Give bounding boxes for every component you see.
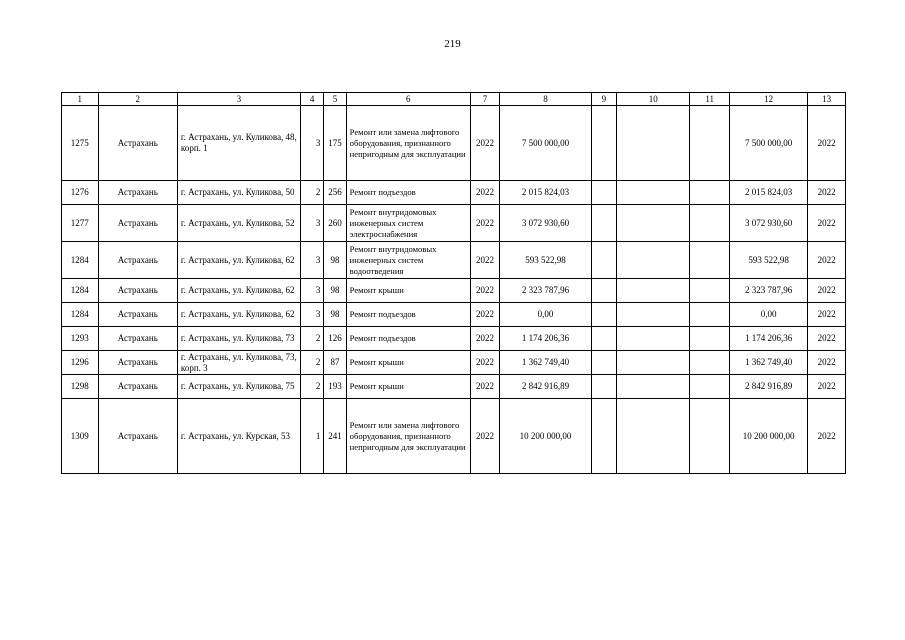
year-cell: 2022 xyxy=(470,399,499,474)
address-cell: г. Астрахань, ул. Курская, 53 xyxy=(177,399,300,474)
work-type-cell: Ремонт или замена лифтового оборудования, признанного непригодным для эксплуатации xyxy=(346,106,470,181)
col4-cell: 2 xyxy=(300,181,323,205)
year-cell: 2022 xyxy=(470,375,499,399)
column-header: 12 xyxy=(729,93,807,106)
col9-cell xyxy=(591,399,616,474)
col5-cell: 98 xyxy=(324,303,346,327)
row-number-cell: 1275 xyxy=(62,106,99,181)
table-row xyxy=(62,399,846,474)
column-header: 13 xyxy=(808,93,846,106)
col10-cell xyxy=(617,106,690,181)
total-cell: 1 174 206,36 xyxy=(729,327,807,351)
col10-cell xyxy=(617,303,690,327)
address-cell: г. Астрахань, ул. Куликова, 73, корп. 3 xyxy=(177,351,300,375)
col9-cell xyxy=(591,242,616,279)
cost-cell: 593 522,98 xyxy=(500,242,592,279)
work-type-cell: Ремонт крыши xyxy=(346,279,470,303)
cost-cell: 1 362 749,40 xyxy=(500,351,592,375)
city-cell: Астрахань xyxy=(98,351,177,375)
col4-cell: 1 xyxy=(300,399,323,474)
column-header: 3 xyxy=(177,93,300,106)
column-header: 4 xyxy=(300,93,323,106)
total-cell: 2 842 916,89 xyxy=(729,375,807,399)
address-cell: г. Астрахань, ул. Куликова, 50 xyxy=(177,181,300,205)
year-cell: 2022 xyxy=(470,242,499,279)
column-header: 1 xyxy=(62,93,99,106)
year2-cell: 2022 xyxy=(808,279,846,303)
work-type-cell: Ремонт подъездов xyxy=(346,327,470,351)
year-cell: 2022 xyxy=(470,351,499,375)
row-number-cell: 1298 xyxy=(62,375,99,399)
column-header: 9 xyxy=(591,93,616,106)
row-number-cell: 1309 xyxy=(62,399,99,474)
city-cell: Астрахань xyxy=(98,327,177,351)
col5-cell: 98 xyxy=(324,242,346,279)
col11-cell xyxy=(690,327,730,351)
cost-cell: 0,00 xyxy=(500,303,592,327)
table-row xyxy=(62,351,846,375)
total-cell: 1 362 749,40 xyxy=(729,351,807,375)
row-number-cell: 1296 xyxy=(62,351,99,375)
col4-cell: 3 xyxy=(300,303,323,327)
address-cell: г. Астрахань, ул. Куликова, 52 xyxy=(177,205,300,242)
year2-cell: 2022 xyxy=(808,242,846,279)
column-header: 7 xyxy=(470,93,499,106)
year2-cell: 2022 xyxy=(808,327,846,351)
total-cell: 7 500 000,00 xyxy=(729,106,807,181)
column-header: 5 xyxy=(324,93,346,106)
col11-cell xyxy=(690,303,730,327)
year2-cell: 2022 xyxy=(808,106,846,181)
row-number-cell: 1277 xyxy=(62,205,99,242)
city-cell: Астрахань xyxy=(98,375,177,399)
address-cell: г. Астрахань, ул. Куликова, 62 xyxy=(177,303,300,327)
col5-cell: 87 xyxy=(324,351,346,375)
col5-cell: 241 xyxy=(324,399,346,474)
col5-cell: 256 xyxy=(324,181,346,205)
col10-cell xyxy=(617,327,690,351)
col5-cell: 193 xyxy=(324,375,346,399)
capital-repair-table xyxy=(61,92,846,474)
year2-cell: 2022 xyxy=(808,375,846,399)
city-cell: Астрахань xyxy=(98,205,177,242)
row-number-cell: 1276 xyxy=(62,181,99,205)
col11-cell xyxy=(690,399,730,474)
col4-cell: 3 xyxy=(300,242,323,279)
address-cell: г. Астрахань, ул. Куликова, 48, корп. 1 xyxy=(177,106,300,181)
column-header: 2 xyxy=(98,93,177,106)
city-cell: Астрахань xyxy=(98,279,177,303)
col4-cell: 3 xyxy=(300,279,323,303)
column-header: 8 xyxy=(500,93,592,106)
work-type-cell: Ремонт крыши xyxy=(346,375,470,399)
cost-cell: 10 200 000,00 xyxy=(500,399,592,474)
row-number-cell: 1284 xyxy=(62,242,99,279)
year2-cell: 2022 xyxy=(808,351,846,375)
address-cell: г. Астрахань, ул. Куликова, 62 xyxy=(177,242,300,279)
col10-cell xyxy=(617,351,690,375)
col4-cell: 2 xyxy=(300,351,323,375)
total-cell: 2 323 787,96 xyxy=(729,279,807,303)
table-row xyxy=(62,303,846,327)
header-row xyxy=(62,93,846,106)
col9-cell xyxy=(591,106,616,181)
city-cell: Астрахань xyxy=(98,181,177,205)
col9-cell xyxy=(591,375,616,399)
cost-cell: 7 500 000,00 xyxy=(500,106,592,181)
year2-cell: 2022 xyxy=(808,205,846,242)
col11-cell xyxy=(690,106,730,181)
total-cell: 593 522,98 xyxy=(729,242,807,279)
col11-cell xyxy=(690,351,730,375)
col9-cell xyxy=(591,181,616,205)
column-header: 10 xyxy=(617,93,690,106)
cost-cell: 2 842 916,89 xyxy=(500,375,592,399)
total-cell: 2 015 824,03 xyxy=(729,181,807,205)
column-header: 11 xyxy=(690,93,730,106)
col9-cell xyxy=(591,327,616,351)
col5-cell: 98 xyxy=(324,279,346,303)
work-type-cell: Ремонт внутридомовых инженерных систем водоотведения xyxy=(346,242,470,279)
cost-cell: 1 174 206,36 xyxy=(500,327,592,351)
col5-cell: 126 xyxy=(324,327,346,351)
col10-cell xyxy=(617,399,690,474)
work-type-cell: Ремонт внутридомовых инженерных систем электроснабжения xyxy=(346,205,470,242)
cost-cell: 2 323 787,96 xyxy=(500,279,592,303)
table-row xyxy=(62,205,846,242)
col11-cell xyxy=(690,242,730,279)
col11-cell xyxy=(690,279,730,303)
work-type-cell: Ремонт крыши xyxy=(346,351,470,375)
col9-cell xyxy=(591,351,616,375)
col4-cell: 2 xyxy=(300,375,323,399)
col9-cell xyxy=(591,279,616,303)
address-cell: г. Астрахань, ул. Куликова, 62 xyxy=(177,279,300,303)
col9-cell xyxy=(591,205,616,242)
col5-cell: 175 xyxy=(324,106,346,181)
cost-cell: 2 015 824,03 xyxy=(500,181,592,205)
col10-cell xyxy=(617,375,690,399)
work-type-cell: Ремонт или замена лифтового оборудования, признанного непригодным для эксплуатации xyxy=(346,399,470,474)
address-cell: г. Астрахань, ул. Куликова, 73 xyxy=(177,327,300,351)
year2-cell: 2022 xyxy=(808,181,846,205)
year-cell: 2022 xyxy=(470,279,499,303)
cost-cell: 3 072 930,60 xyxy=(500,205,592,242)
page-number: 219 xyxy=(444,38,461,50)
city-cell: Астрахань xyxy=(98,242,177,279)
row-number-cell: 1284 xyxy=(62,279,99,303)
col10-cell xyxy=(617,242,690,279)
row-number-cell: 1293 xyxy=(62,327,99,351)
table-row xyxy=(62,279,846,303)
year-cell: 2022 xyxy=(470,181,499,205)
total-cell: 0,00 xyxy=(729,303,807,327)
work-type-cell: Ремонт подъездов xyxy=(346,181,470,205)
work-type-cell: Ремонт подъездов xyxy=(346,303,470,327)
col11-cell xyxy=(690,205,730,242)
col10-cell xyxy=(617,205,690,242)
year2-cell: 2022 xyxy=(808,303,846,327)
table-row xyxy=(62,106,846,181)
table-row xyxy=(62,181,846,205)
total-cell: 3 072 930,60 xyxy=(729,205,807,242)
year2-cell: 2022 xyxy=(808,399,846,474)
year-cell: 2022 xyxy=(470,303,499,327)
col4-cell: 2 xyxy=(300,327,323,351)
col11-cell xyxy=(690,375,730,399)
col10-cell xyxy=(617,181,690,205)
row-number-cell: 1284 xyxy=(62,303,99,327)
col10-cell xyxy=(617,279,690,303)
city-cell: Астрахань xyxy=(98,399,177,474)
table-row xyxy=(62,327,846,351)
table-row xyxy=(62,375,846,399)
address-cell: г. Астрахань, ул. Куликова, 75 xyxy=(177,375,300,399)
col11-cell xyxy=(690,181,730,205)
year-cell: 2022 xyxy=(470,327,499,351)
city-cell: Астрахань xyxy=(98,303,177,327)
col5-cell: 260 xyxy=(324,205,346,242)
table-row xyxy=(62,242,846,279)
year-cell: 2022 xyxy=(470,205,499,242)
col4-cell: 3 xyxy=(300,205,323,242)
column-header: 6 xyxy=(346,93,470,106)
year-cell: 2022 xyxy=(470,106,499,181)
col9-cell xyxy=(591,303,616,327)
col4-cell: 3 xyxy=(300,106,323,181)
city-cell: Астрахань xyxy=(98,106,177,181)
total-cell: 10 200 000,00 xyxy=(729,399,807,474)
